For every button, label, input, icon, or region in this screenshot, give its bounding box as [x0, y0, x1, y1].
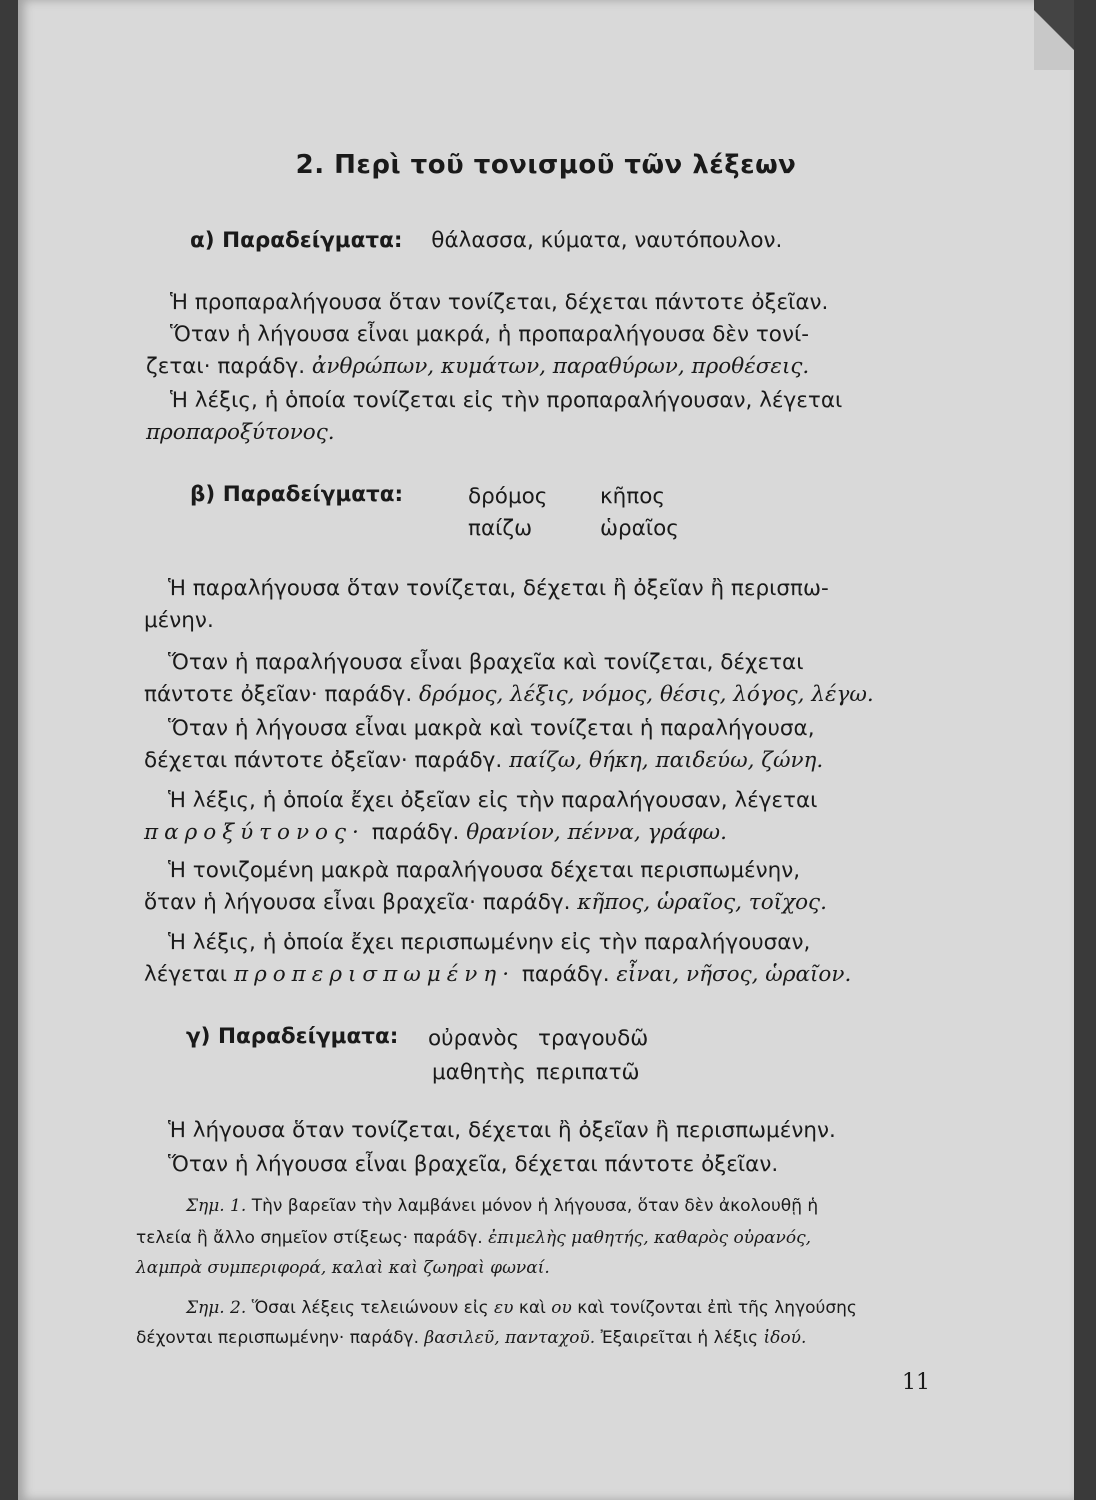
text: Ὅσαι λέξεις τελειώνουν εἰς	[251, 1298, 489, 1318]
section-b-p1a: Ἡ παραλήγουσα ὅταν τονίζεται, δέχεται ἢ ὀξεῖαν ἢ περισπω-	[168, 576, 829, 601]
text: Ὅταν ἡ λήγουσα εἶναι μακρά, ἡ προπαραλήγουσα δὲν τονί-	[170, 322, 809, 347]
example-word: περιπατῶ	[536, 1060, 640, 1085]
note-label: Σημ. 1.	[186, 1196, 247, 1216]
text: δέχονται περισπωμένην· παράδγ.	[136, 1328, 419, 1348]
section-c-p1: Ἡ λήγουσα ὅταν τονίζεται, δέχεται ἢ ὀξεῖαν ἢ περισπωμένην.	[168, 1118, 836, 1143]
section-a-p2a	[170, 322, 948, 347]
text: πάντοτε ὀξεῖαν· παράδγ.	[144, 682, 413, 707]
examples: βασιλεῦ, πανταχοῦ.	[424, 1328, 596, 1348]
note-1-line2	[136, 1228, 811, 1248]
examples: ἰδού.	[763, 1328, 807, 1348]
text: ζεται· παράδγ.	[146, 354, 306, 379]
example-word: οὐρανὸς	[428, 1026, 520, 1051]
text: ὅταν ἡ λήγουσα εἶναι βραχεῖα· παράδγ.	[144, 890, 571, 915]
book-page	[18, 0, 1074, 1500]
section-a-term: προπαροξύτονος.	[146, 420, 335, 445]
section-b-p5b	[144, 890, 827, 915]
examples: ἐπιμελὴς μαθητής, καθαρὸς οὐρανός,	[488, 1228, 812, 1248]
section-title: 2. Περὶ τοῦ τονισμοῦ τῶν λέξεων	[295, 150, 797, 180]
suffix: ου	[551, 1298, 572, 1318]
page-number: 11	[902, 1370, 930, 1395]
note-1-line3: λαμπρὰ συμπεριφορά, καλαὶ καὶ ζωηραὶ φωναί.	[136, 1258, 550, 1278]
section-a-label: α) Παραδείγματα:	[190, 228, 403, 253]
text: τελεία ἢ ἄλλο σημεῖον στίξεως· παράδγ.	[136, 1228, 483, 1248]
section-a-p1: Ἡ προπαραλήγουσα ὅταν τονίζεται, δέχεται πάντοτε ὀξεῖαν.	[170, 290, 829, 315]
section-a-heading	[190, 228, 782, 253]
example-word: κῆπος	[600, 484, 666, 509]
section-a-p3a: Ἡ λέξις, ἡ ὁποία τονίζεται εἰς τὴν προπαραλήγουσαν, λέγεται	[170, 388, 843, 413]
page-corner-fold	[1034, 0, 1074, 70]
section-a-p2b	[146, 354, 809, 379]
examples: παίζω, θήκη, παιδεύω, ζώνη.	[509, 748, 824, 773]
text: παράδγ.	[521, 962, 610, 987]
example-word: ὡραῖος	[600, 516, 679, 541]
text: δέχεται πάντοτε ὀξεῖαν· παράδγ.	[144, 748, 503, 773]
text: Ἐξαιρεῖται ἡ λέξις	[600, 1328, 759, 1348]
section-b-p5a: Ἡ τονιζομένη μακρὰ παραλήγουσα δέχεται περισπωμένην,	[168, 858, 801, 883]
section-c-label: γ) Παραδείγματα:	[186, 1024, 399, 1049]
section-b-p3b	[144, 748, 823, 773]
note-1-line1	[186, 1196, 818, 1216]
note-label: Σημ. 2.	[186, 1298, 247, 1318]
text: παράδγ.	[371, 820, 460, 845]
text: Τὴν βαρεῖαν τὴν λαμβάνει μόνον ἡ λήγουσα, ὅταν δὲν ἀκολουθῇ ἡ	[251, 1196, 819, 1216]
section-b-p4b	[144, 820, 727, 845]
section-b-p4a: Ἡ λέξις, ἡ ὁποία ἔχει ὀξεῖαν εἰς τὴν παραλήγουσαν, λέγεται	[168, 788, 818, 813]
section-b-p3a: Ὅταν ἡ λήγουσα εἶναι μακρὰ καὶ τονίζεται ἡ παραλήγουσα,	[168, 716, 815, 741]
examples: εἶναι, νῆσος, ὡραῖον.	[616, 962, 852, 987]
example-word: δρόμος	[468, 484, 548, 509]
section-b-p6b	[144, 962, 851, 987]
note-2-line2	[136, 1328, 806, 1348]
section-b-p2b	[144, 682, 874, 707]
text: καὶ τονίζονται ἐπὶ τῆς ληγούσης	[577, 1298, 857, 1318]
section-b-p6a: Ἡ λέξις, ἡ ὁποία ἔχει περισπωμένην εἰς τὴν παραλήγουσαν,	[168, 930, 811, 955]
section-b-p2a: Ὅταν ἡ παραλήγουσα εἶναι βραχεῖα καὶ τονίζεται, δέχεται	[168, 650, 804, 675]
examples: δρόμος, λέξις, νόμος, θέσις, λόγος, λέγω.	[419, 682, 874, 707]
section-c-p2: Ὅταν ἡ λήγουσα εἶναι βραχεῖα, δέχεται πάντοτε ὀξεῖαν.	[168, 1152, 779, 1177]
section-b-p1b: μένην.	[144, 608, 214, 633]
text: λέγεται	[144, 962, 228, 987]
examples: κῆπος, ὡραῖος, τοῖχος.	[577, 890, 827, 915]
examples: θρανίον, πέννα, γράφω.	[466, 820, 727, 845]
examples: ἀνθρώπων, κυμάτων, παραθύρων, προθέσεις.	[311, 354, 810, 379]
text: καὶ	[518, 1298, 546, 1318]
example-word: τραγουδῶ	[538, 1026, 649, 1051]
note-2-line1	[186, 1298, 857, 1318]
section-a-examples: θάλασσα, κύματα, ναυτόπουλον.	[431, 228, 783, 253]
suffix: ευ	[494, 1298, 514, 1318]
term: παροξύτονος·	[144, 820, 365, 845]
example-word: παίζω	[468, 516, 533, 541]
example-word: μαθητὴς	[432, 1060, 526, 1085]
section-b-label: β) Παραδείγματα:	[190, 482, 404, 507]
term: προπερισπωμένη·	[233, 962, 516, 987]
